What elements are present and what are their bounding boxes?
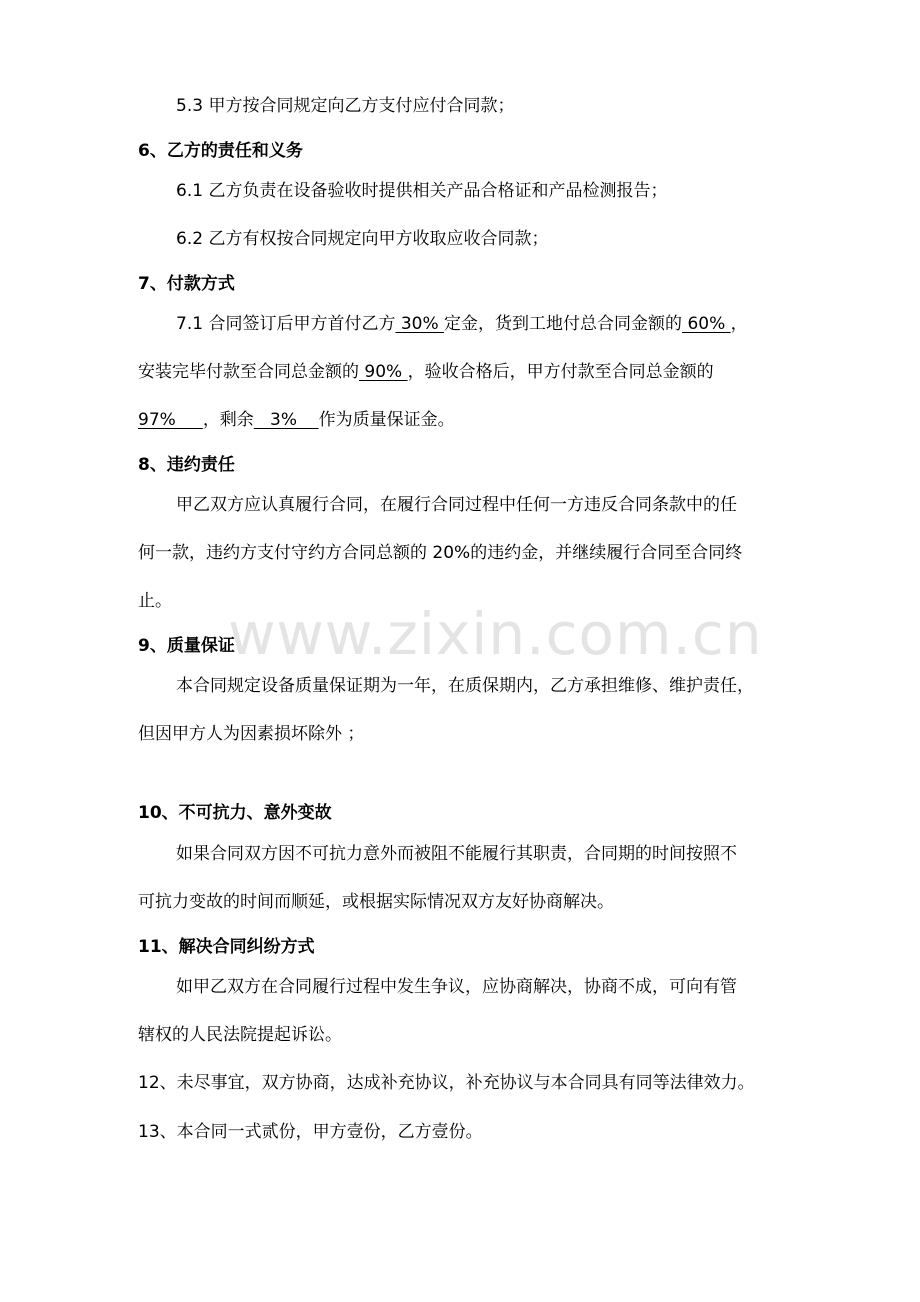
delivery-payment-value: 60% — [682, 314, 731, 334]
clause-5-3: 5.3 甲方按合同规定向乙方支付应付合同款； — [176, 96, 515, 116]
clause-7-1-line3: 97% ，剩余 3% 作为质量保证金。 — [138, 410, 455, 430]
section-9-line1: 本合同规定设备质量保证期为一年，在质保期内，乙方承担维修、维护责任， — [176, 676, 754, 696]
section-11-line2: 辖权的人民法院提起诉讼。 — [138, 1025, 342, 1045]
section-8-line2: 何一款，违约方支付守约方合同总额的 20%的违约金，并继续履行合同至合同终 — [138, 543, 743, 563]
section-9-line2: 但因甲方人为因素损坏除外 ； — [138, 724, 365, 744]
clause-6-2: 6.2 乙方有权按合同规定向甲方收取应收合同款； — [176, 229, 549, 249]
installation-payment-value: 90% — [359, 362, 408, 382]
initial-deposit-value: 30% — [395, 314, 445, 334]
acceptance-payment-value: 97% — [138, 410, 203, 430]
heading-section-7: 7、付款方式 — [138, 274, 235, 294]
section-11-line1: 如甲乙双方在合同履行过程中发生争议，应协商解决，协商不成，可向有管 — [176, 977, 737, 997]
heading-section-10: 10、不可抗力、意外变故 — [138, 803, 332, 823]
section-12: 12、未尽事宜，双方协商，达成补充协议，补充协议与本合同具有同等法律效力。 — [138, 1073, 755, 1093]
clause-7-1-line1: 7.1 合同签订后甲方首付乙方 30% 定金，货到工地付总合同金额的 60% ， — [176, 314, 748, 334]
section-10-line2: 可抗力变故的时间而顺延，或根据实际情况双方友好协商解决。 — [138, 892, 614, 912]
watermark: www.zixin.com.cn — [228, 600, 763, 668]
heading-section-11: 11、解决合同纠纷方式 — [138, 937, 315, 957]
section-13: 13、本合同一式贰份，甲方壹份，乙方壹份。 — [138, 1122, 483, 1142]
heading-section-6: 6、乙方的责任和义务 — [138, 141, 303, 161]
quality-retention-value: 3% — [253, 410, 319, 430]
section-8-line1: 甲乙双方应认真履行合同，在履行合同过程中任何一方违反合同条款中的任 — [176, 495, 737, 515]
heading-section-8: 8、违约责任 — [138, 455, 235, 475]
section-10-line1: 如果合同双方因不可抗力意外而被阻不能履行其职责，合同期的时间按照不 — [176, 844, 737, 864]
section-8-line3: 止。 — [138, 591, 172, 611]
clause-6-1: 6.1 乙方负责在设备验收时提供相关产品合格证和产品检测报告； — [176, 181, 668, 201]
heading-section-9: 9、质量保证 — [138, 636, 235, 656]
clause-7-1-line2: 安装完毕付款至合同总金额的 90% ，验收合格后，甲方付款至合同总金额的 — [138, 362, 714, 382]
